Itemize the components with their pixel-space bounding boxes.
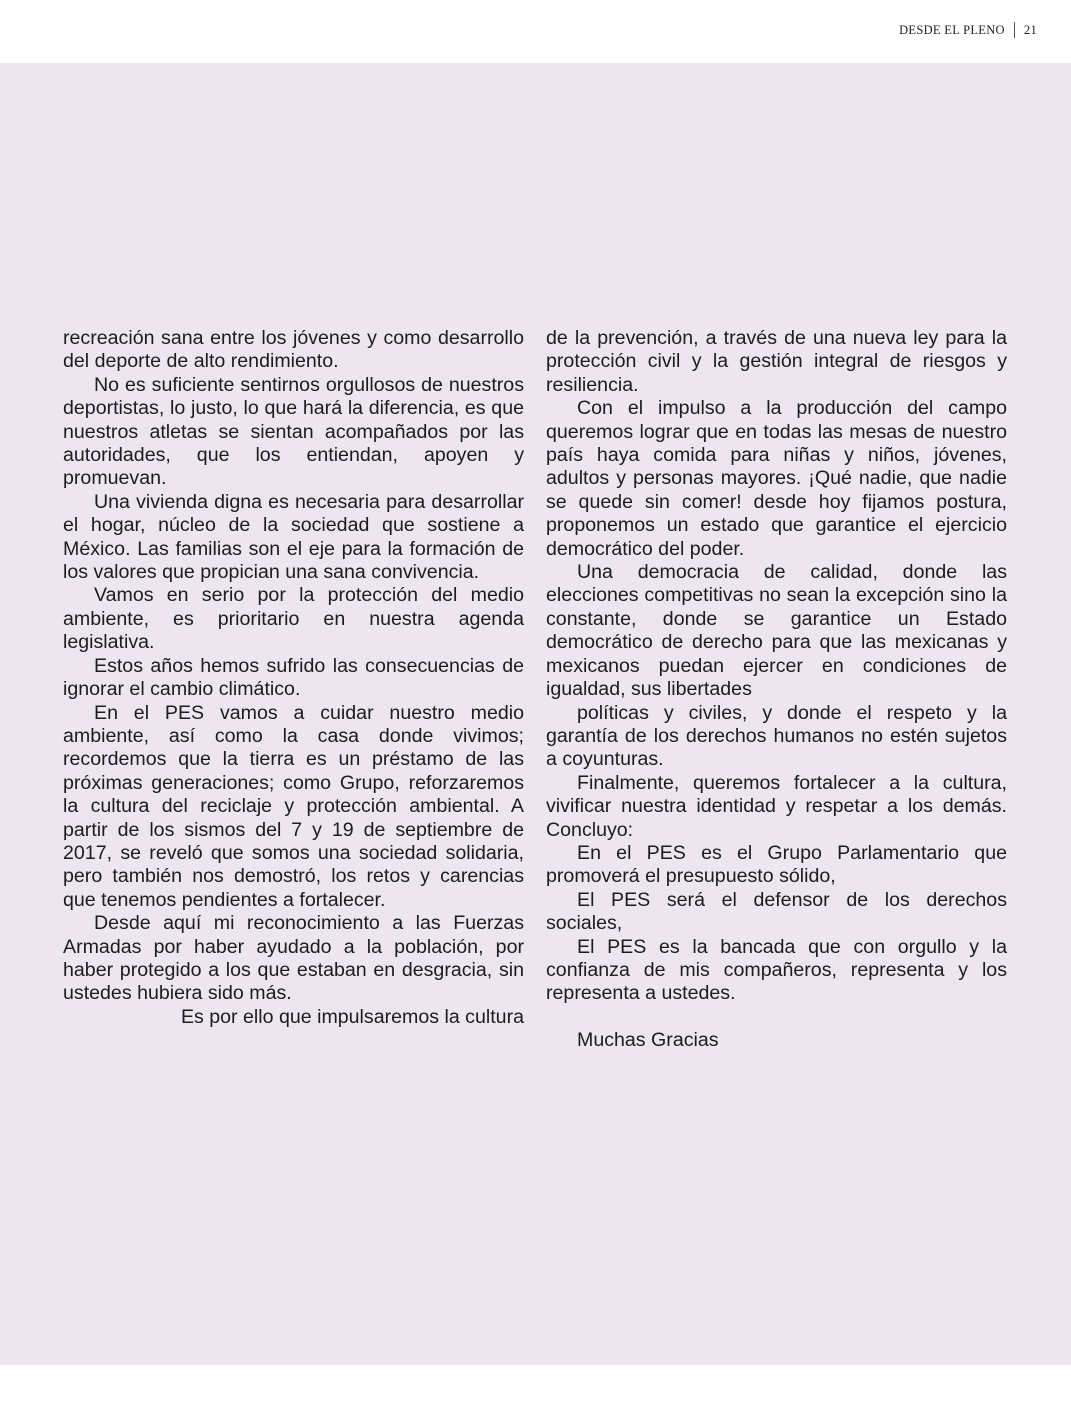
section-title: DESDE EL PLENO bbox=[899, 22, 1005, 37]
paragraph: Vamos en serio por la protección del medio ambiente, es prioritario en nuestra agenda legislativa. bbox=[63, 584, 524, 654]
paragraph: Finalmente, queremos fortalecer a la cultura, vivificar nuestra identidad y respetar a los demás. Concluyo: bbox=[546, 771, 1007, 841]
paragraph: Estos años hemos sufrido las consecuencias de ignorar el cambio climático. bbox=[63, 654, 524, 701]
paragraph: políticas y civiles, y donde el respeto y la garantía de los derechos humanos no estén sujetos a coyunturas. bbox=[546, 701, 1007, 771]
paragraph: Una democracia de calidad, donde las elecciones competitivas no sean la excepción sino la constante, donde se garantice un Estado democrático de derecho para que las mexicanas y mexicanos puedan ejercer en condiciones de igualdad, sus libertades bbox=[546, 561, 1007, 701]
header-divider bbox=[1014, 22, 1015, 38]
running-head bbox=[899, 22, 1037, 38]
right-column bbox=[546, 327, 1007, 1053]
paragraph: Con el impulso a la producción del campo queremos lograr que en todas las mesas de nuestro país haya comida para niñas y niños, jóvenes, adultos y personas mayores. ¡Qué nadie, que nadie se quede sin comer! desde hoy fijamos postura, proponemos un estado que garantice el ejercicio democrático del poder. bbox=[546, 397, 1007, 560]
left-column bbox=[63, 327, 524, 1029]
closing-line: Muchas Gracias bbox=[577, 1029, 719, 1052]
paragraph: En el PES es el Grupo Parlamentario que promoverá el presupuesto sólido, bbox=[546, 841, 1007, 888]
paragraph: Es por ello que impulsaremos la cultura bbox=[180, 1005, 524, 1028]
paragraph: El PES será el defensor de los derechos sociales, bbox=[546, 888, 1007, 935]
paragraph: recreación sana entre los jóvenes y como desarrollo del deporte de alto rendimiento. bbox=[63, 327, 524, 373]
paragraph: Una vivienda digna es necesaria para desarrollar el hogar, núcleo de la sociedad que sostiene a México. Las familias son el eje para la formación de los valores que propician una sana convivencia. bbox=[63, 490, 524, 584]
paragraph: No es suficiente sentirnos orgullosos de nuestros deportistas, lo justo, lo que hará la diferencia, es que nuestros atletas se sientan acompañados por las autoridades, que los entiendan, apoyen y promuevan. bbox=[63, 373, 524, 490]
paragraph: de la prevención, a través de una nueva ley para la protección civil y la gestión integral de riesgos y resiliencia. bbox=[546, 327, 1007, 396]
paragraph: En el PES vamos a cuidar nuestro medio ambiente, así como la casa donde vivimos; recordemos que la tierra es un préstamo de las próximas generaciones; como Grupo, reforzaremos la cultura del reciclaje y protección ambiental. A partir de los sismos del 7 y 19 de septiembre de 2017, se reveló que somos una sociedad solidaria, pero también nos demostró, los retos y carencias que tenemos pendientes a fortalecer. bbox=[63, 701, 524, 911]
paragraph: El PES es la bancada que con orgullo y la confianza de mis compañeros, representa y los representa a ustedes. bbox=[546, 935, 1007, 1005]
page-number: 21 bbox=[1023, 22, 1037, 37]
paragraph: Desde aquí mi reconocimiento a las Fuerzas Armadas por haber ayudado a la población, por haber protegido a los que estaban en desgracia, sin ustedes hubiera sido más. bbox=[63, 912, 524, 1005]
